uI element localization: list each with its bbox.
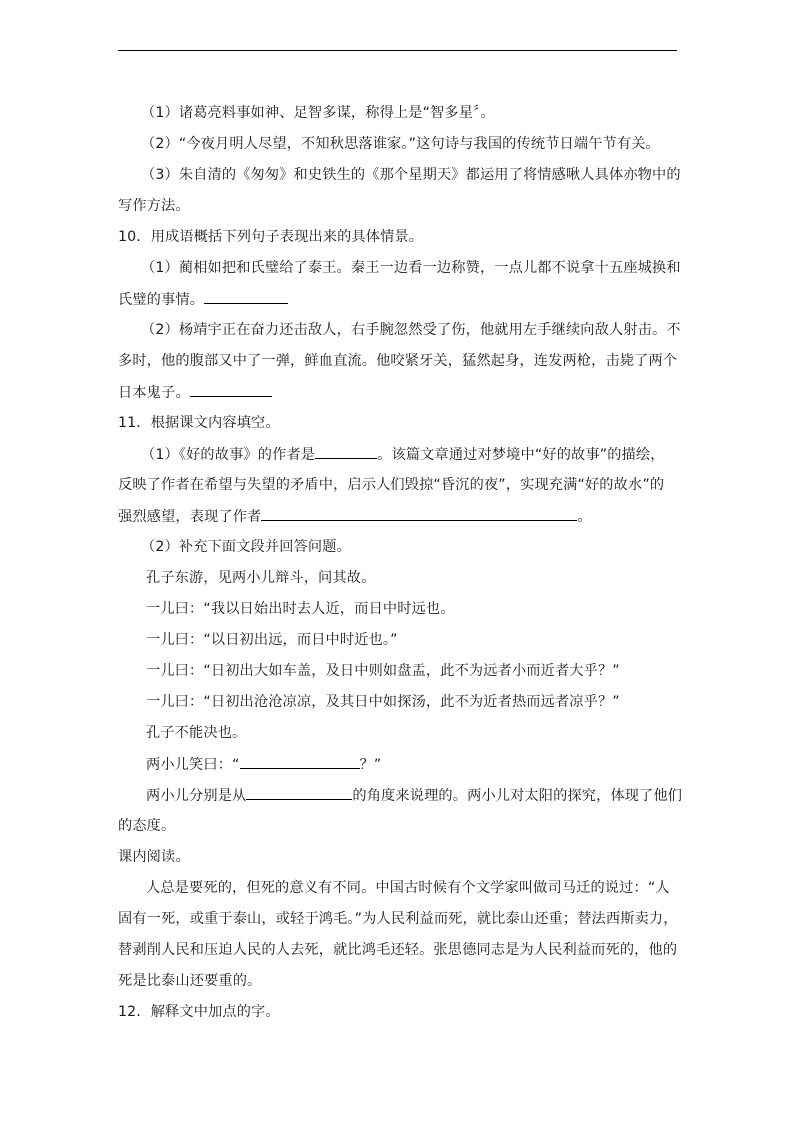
passage-line: 一儿曰：“日初出大如车盖，及日中则如盘盂，此不为远者小而近者大乎？” xyxy=(146,663,620,679)
passage-line: 两小儿笑曰：“ ？” xyxy=(146,757,382,773)
q11-item2: （2）补充下面文段并回答问题。 xyxy=(141,539,351,555)
q10-item1-cont: 氏璧的事情。 xyxy=(118,290,288,309)
q10-item1: （1）蔺相如把和氏璧给了泰王。秦王一边看一边称赞，一点儿都不说拿十五座城换和 xyxy=(141,260,681,276)
answer-blank[interactable] xyxy=(240,755,360,769)
statement-3-cont: 写作方法。 xyxy=(118,198,190,214)
question-10-heading: 10．用成语概括下列句子表现出来的具体情景。 xyxy=(118,229,424,245)
q11-item2-question-cont: 的态度。 xyxy=(118,818,176,834)
statement-1: （1）诸葛亮料事如神、足智多谋，称得上是“智多星〞。 xyxy=(141,105,495,121)
q11-item2-question: 两小儿分别是从 的角度来说理的。两小儿对太阳的探究，体现了他们 xyxy=(146,788,683,804)
q11-item1-cont2: 强烈感望，表现了作者 。 xyxy=(118,509,592,525)
statement-3: （3）朱自清的《匆匆》和史铁生的《那个星期天》都运用了将情感啾人具体亦物中的 xyxy=(141,167,681,183)
passage-line: 一儿曰：“我以日始出时去人近，而日中时远也。 xyxy=(146,601,455,617)
reading-passage: 替剥削人民和压迫人民的人去死，就比鸿毛还轻。张思德同志是为人民利益而死的，他的 xyxy=(118,942,678,958)
q10-item2: （2）杨靖宇正在奋力还击敌人，右手腕忽然受了伤，他就用左手继续向敌人射击。不 xyxy=(141,322,681,338)
passage-line: 孔子不能决也。 xyxy=(146,725,247,741)
section-heading: 课内阅读。 xyxy=(118,849,190,865)
passage-line: 一儿曰：“以日初出远，而日中时近也。” xyxy=(146,632,398,648)
passage-line: 孔子东游，见两小儿辩斗，问其故。 xyxy=(146,570,376,586)
q10-item2-cont2: 日本鬼子。 xyxy=(118,383,272,402)
reading-passage: 死是比泰山还要重的。 xyxy=(118,973,262,989)
q10-item2-cont: 多时，他的腹部又中了一弹，鲜血直流。他咬紧牙关，猛然起身，连发两枪，击毙了两个 xyxy=(118,353,678,369)
question-11-heading: 11．根据课文内容填空。 xyxy=(118,415,280,431)
answer-blank[interactable] xyxy=(315,445,377,459)
reading-passage: 人总是要死的，但死的意义有不同。中国古时候有个文学家叫做司马迁的说过：“人 xyxy=(146,880,670,896)
q11-item1: （1）《好的故事》的作者是 。该篇文章通过对梦境中“好的故事”的描绘， xyxy=(141,447,665,463)
answer-blank[interactable] xyxy=(190,383,272,397)
answer-blank[interactable] xyxy=(204,290,288,304)
q11-item1-cont: 反映了作者在希望与失望的矛盾中，启示人们毁掠“昏沉的夜”，实现充满“好的故水”的 xyxy=(118,477,665,493)
answer-blank[interactable] xyxy=(261,507,577,521)
statement-2: （2）“今夜月明人尽望，不知秋思落谁家。”这句诗与我国的传统节日端午节有关。 xyxy=(141,136,660,152)
answer-blank[interactable] xyxy=(246,786,352,800)
question-12-heading: 12．解释文中加点的字。 xyxy=(118,1004,280,1020)
reading-passage: 固有一死，或重于泰山，或轻于鸿毛。”为人民利益而死，就比泰山还重；替法西斯卖力， xyxy=(118,911,678,927)
header-rule xyxy=(118,50,677,51)
passage-line: 一儿曰：“日初出沧沧凉凉，及其日中如探汤，此不为近者热而远者凉乎？” xyxy=(146,694,620,710)
